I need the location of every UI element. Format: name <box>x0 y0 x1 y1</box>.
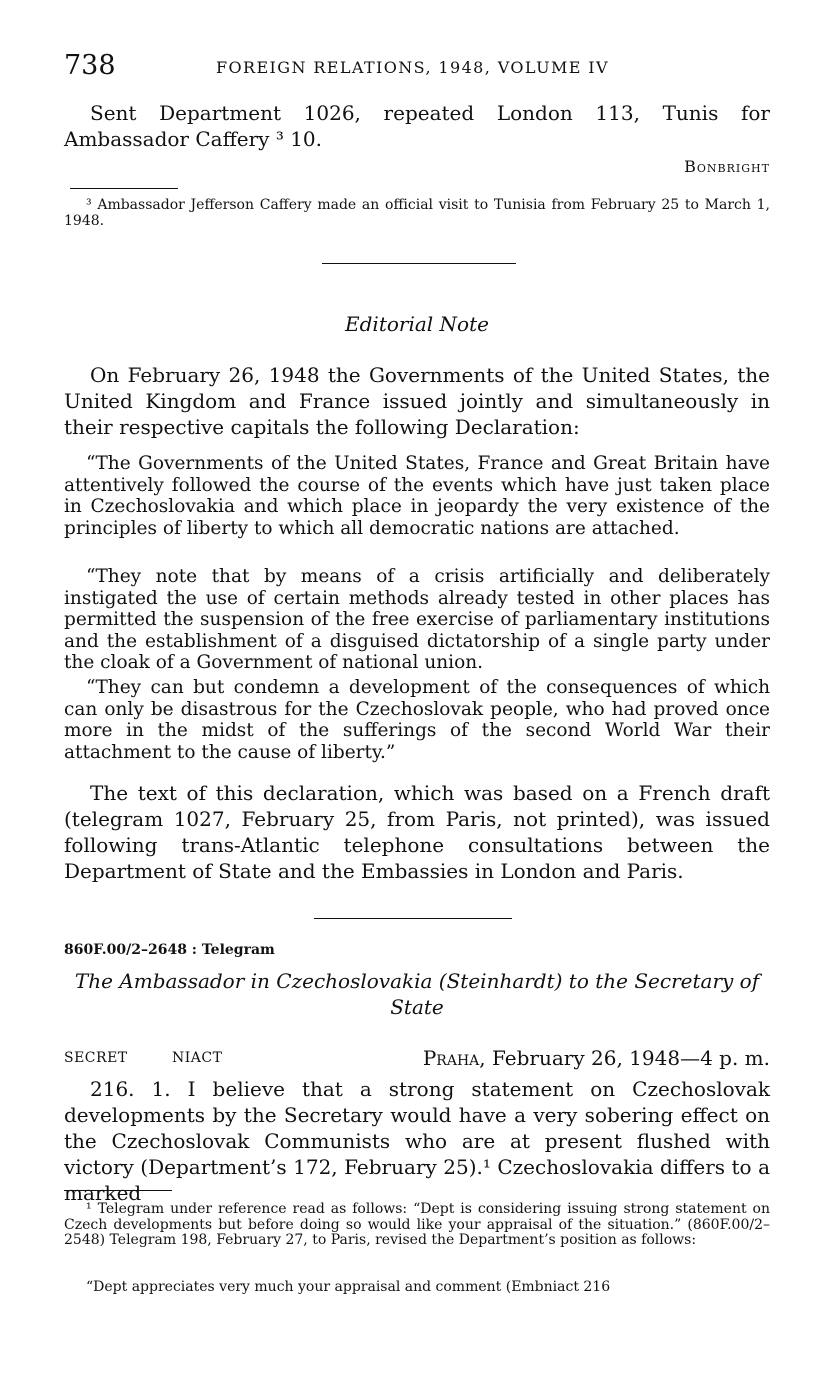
editorial-intro-paragraph: On February 26, 1948 the Governments of the United States, the United Kingdom and France issued jointly and simultaneously in their respective capitals the following Declaration: <box>64 363 770 439</box>
routing-marking: NIACT <box>172 1050 223 1066</box>
declaration-paragraph-1: “The Governments of the United States, France and Great Britain have attentively followed the course of the events which have just taken place in Czechoslovakia and which place in jeopardy the very existence of the principles of liberty to which all democratic nations are attached. <box>64 453 770 539</box>
signature: Bonbright <box>684 157 770 176</box>
editorial-closing-paragraph: The text of this declaration, which was based on a French draft (telegram 1027, February 25, from Paris, not printed), was issued following trans-Atlantic telephone consultations between the Department of State and the Embassies in London and Paris. <box>64 781 770 883</box>
page-number: 738 <box>64 50 116 81</box>
file-reference: 860F.00/2–2648 : Telegram <box>64 942 275 958</box>
dateline <box>423 1046 770 1070</box>
dateline-date: February 26, 1948—4 p. m. <box>492 1046 770 1070</box>
section-divider-2 <box>314 918 512 919</box>
declaration-paragraph-3: “They can but condemn a development of the consequences of which can only be disastrous for the Czechoslovak people, who had proved once more in the midst of the sufferings of the second World War their attachment to the cause of liberty.” <box>64 677 770 763</box>
classification-marking: SECRET <box>64 1050 128 1066</box>
telegram-closing-paragraph: Sent Department 1026, repeated London 113, Tunis for Ambassador Caffery ³ 10. <box>64 101 770 151</box>
footnote-1-continuation: “Dept appreciates very much your appraisal and comment (Embniact 216 <box>86 1279 611 1295</box>
telegram-header <box>64 1046 770 1074</box>
section-divider <box>322 263 516 264</box>
running-head <box>64 50 770 84</box>
declaration-paragraph-2: “They note that by means of a crisis artificially and deliberately instigated the use of certain methods already tested in other places has permitted the suspension of the free exercise of parliamentary institutions and the establishment of a disguised dictatorship of a single party under the cloak of a Government of national union. <box>64 566 770 673</box>
editorial-note-heading: Editorial Note <box>345 312 489 336</box>
footnote-3: ³ Ambassador Jefferson Caffery made an official visit to Tunisia from February 25 to March 1, 1948. <box>64 197 770 229</box>
document-title: The Ambassador in Czechoslovakia (Steinhardt) to the Secretary of State <box>74 969 760 1019</box>
footnote-1: ¹ Telegram under reference read as follows: “Dept is considering issuing strong statement on Czech developments but before doing so would like your appraisal of the situation.” (860F.00/2–2548) Telegram 198, February 27, to Paris, revised the Department’s position as follows: <box>64 1201 770 1248</box>
running-title: FOREIGN RELATIONS, 1948, VOLUME IV <box>216 58 609 77</box>
telegram-body: 216. 1. I believe that a strong statement on Czechoslovak developments by the Secretary would have a very sobering effect on the Czechoslovak Communists who are at present flushed with victory (Department’s 172, February 25).¹ Czechoslovakia differs to a marked <box>64 1077 770 1205</box>
dateline-place: Praha, <box>422 1046 486 1070</box>
footnote-rule <box>70 188 178 189</box>
footnote-rule-2 <box>64 1190 172 1191</box>
